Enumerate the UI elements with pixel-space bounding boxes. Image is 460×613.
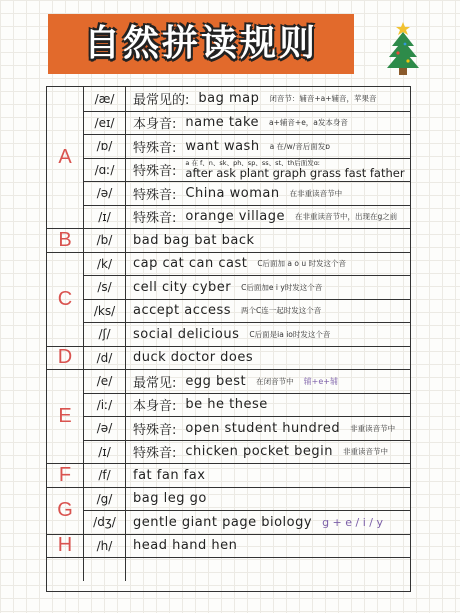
example-words: social delicious	[133, 326, 240, 342]
sound-type-label: 最常见的:	[133, 93, 190, 109]
example-words: orange village	[185, 209, 286, 225]
row-content	[133, 276, 406, 299]
ipa-symbol: /f/	[83, 464, 126, 487]
sound-type-label: 特殊音:	[133, 187, 177, 203]
example-words: chicken pocket begin	[185, 444, 333, 460]
sound-type-label: 本身音:	[133, 399, 177, 415]
ipa-symbol: /k/	[83, 253, 126, 276]
table-row	[83, 463, 410, 487]
letter-cell: H	[47, 534, 83, 558]
example-words: name take	[185, 115, 260, 131]
rule-formula: 辅+e+辅	[303, 376, 338, 386]
table-row	[83, 322, 410, 346]
example-words: duck doctor does	[133, 350, 254, 366]
row-content	[133, 323, 406, 346]
table-row	[83, 369, 410, 393]
table-row	[83, 87, 410, 111]
stacked-example	[185, 160, 404, 179]
table-row	[83, 346, 410, 370]
ipa-symbol: /ɪ/	[83, 206, 126, 229]
ipa-symbol: /ɒ/	[83, 135, 126, 158]
example-words: bag leg go	[133, 491, 207, 507]
table-row	[83, 111, 410, 135]
table-row	[83, 557, 410, 581]
rule-note: 两个C连一起时发这个音	[241, 306, 322, 316]
table-row	[83, 487, 410, 511]
row-content	[133, 135, 406, 158]
example-words: gentle giant page biology	[133, 514, 313, 530]
letter-cell: B	[47, 228, 83, 252]
ipa-symbol: /ɑː/	[83, 159, 126, 182]
ipa-symbol: /æ/	[83, 87, 126, 111]
row-content	[133, 112, 406, 135]
table-row	[83, 510, 410, 534]
row-content	[133, 229, 406, 252]
letter-cell: F	[47, 463, 83, 487]
example-words: bad bag bat back	[133, 232, 255, 248]
table-row	[83, 252, 410, 276]
row-content	[133, 87, 406, 111]
ipa-symbol: /ʃ/	[83, 323, 126, 346]
example-words: be he these	[185, 397, 268, 413]
example-words: egg best	[185, 373, 247, 389]
ipa-symbol: /e/	[83, 370, 126, 393]
example-words: open student hundred	[185, 420, 341, 436]
title-banner	[48, 14, 354, 74]
table-row	[83, 228, 410, 252]
example-words: after ask plant graph grass fast father	[185, 165, 405, 180]
ipa-symbol: /ɪ/	[83, 441, 126, 464]
row-content	[133, 300, 406, 323]
ipa-symbol: /d/	[83, 347, 126, 370]
page-title: 自然拼读规则	[83, 23, 318, 64]
sound-type-label: 特殊音:	[133, 164, 177, 180]
ipa-symbol: /dʒ/	[83, 511, 126, 534]
rule-note: 闭音节：辅音+a+辅音，苹果音	[269, 94, 377, 104]
table-row	[83, 416, 410, 440]
ipa-symbol: /g/	[83, 488, 126, 511]
example-words: bag map	[198, 91, 260, 107]
table-row	[83, 393, 410, 417]
phonics-table	[46, 86, 411, 592]
rule-note: C后面加 a o u 时发这个音	[257, 259, 347, 269]
table-row	[83, 299, 410, 323]
row-content	[133, 370, 406, 393]
row-content	[133, 182, 406, 205]
row-content	[133, 394, 406, 417]
row-content	[133, 558, 406, 581]
ipa-symbol: /eɪ/	[83, 112, 126, 135]
ipa-symbol: /ə/	[83, 182, 126, 205]
letter-cell: G	[47, 487, 83, 534]
sound-type-label: 特殊音:	[133, 422, 177, 438]
row-content	[133, 159, 406, 182]
rule-note: 非重读音节中	[350, 423, 396, 433]
ipa-symbol: /ks/	[83, 300, 126, 323]
sound-type-label: 特殊音:	[133, 446, 177, 462]
letter-cell	[47, 557, 83, 581]
row-content	[133, 206, 406, 229]
table-row	[83, 275, 410, 299]
rule-note: 在非重读音节中，出现在g之前	[295, 212, 398, 222]
sound-type-label: 最常见:	[133, 375, 177, 391]
row-content	[133, 253, 406, 276]
ipa-symbol: /iː/	[83, 394, 126, 417]
example-words: fat fan fax	[133, 467, 206, 483]
table-row	[83, 158, 410, 182]
letter-cell: E	[47, 369, 83, 463]
example-words: accept access	[133, 303, 232, 319]
row-content	[133, 441, 406, 464]
letter-cell: C	[47, 252, 83, 346]
row-content	[133, 464, 406, 487]
ipa-symbol: /h/	[83, 535, 126, 558]
ipa-symbol: /s/	[83, 276, 126, 299]
rule-note: 在非重读音节中	[289, 188, 343, 198]
table-row	[83, 440, 410, 464]
christmas-tree-icon	[386, 20, 420, 76]
row-content	[133, 535, 406, 558]
row-content	[133, 511, 406, 534]
rule-note: g + e / i / y	[322, 515, 383, 529]
row-content	[133, 347, 406, 370]
sound-type-label: 特殊音:	[133, 140, 177, 156]
rule-note: a+辅音+e，a发本身音	[269, 118, 348, 128]
ipa-symbol	[83, 558, 126, 581]
table-row	[83, 534, 410, 558]
ipa-symbol: /b/	[83, 229, 126, 252]
rule-note: a 在/w/音后面发ɒ	[269, 141, 331, 151]
example-words: cell city cyber	[133, 279, 232, 295]
example-words: China woman	[185, 185, 280, 201]
table-row	[83, 181, 410, 205]
example-words: head hand hen	[133, 538, 238, 554]
row-content	[133, 417, 406, 440]
rule-note: C后面加e i y时发这个音	[241, 282, 323, 292]
sound-type-label: 本身音:	[133, 117, 177, 133]
rule-note: 非重读音节中	[342, 447, 388, 457]
rule-note: a 在 f、n、sk、ph、sp、ss、st、th后面发ɑː	[185, 159, 321, 168]
row-content	[133, 488, 406, 511]
rule-note: C后面是ia io时发这个音	[249, 329, 331, 339]
letter-cell: D	[47, 346, 83, 370]
sound-type-label: 特殊音:	[133, 211, 177, 227]
table-row	[83, 134, 410, 158]
example-words: want wash	[185, 138, 260, 154]
letter-cell: A	[58, 146, 72, 168]
example-words: cap cat can cast	[133, 256, 248, 272]
table-row	[83, 205, 410, 229]
ipa-symbol: /ə/	[83, 417, 126, 440]
rule-note: 在闭音节中	[256, 376, 294, 386]
